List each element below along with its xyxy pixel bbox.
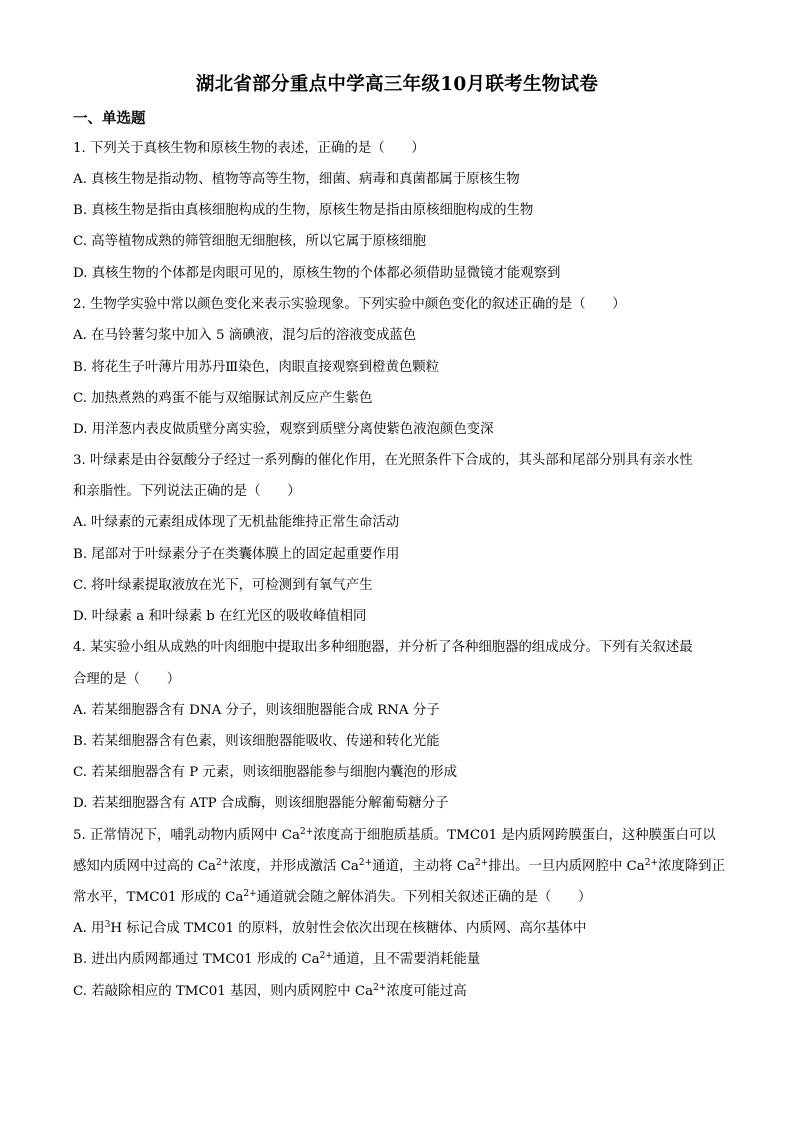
q1-stem: 1. 下列关于真核生物和原核生物的表述，正确的是（ ）: [73, 141, 425, 156]
superscript: 2+: [300, 827, 314, 837]
page-title: 湖北省部分重点中学高三年级10月联考生物试卷: [195, 74, 599, 95]
q1-option-c: C. 高等植物成熟的筛管细胞无细胞核，所以它属于原核细胞: [73, 234, 427, 249]
q1-option-d: D. 真核生物的个体都是肉眼可见的，原核生物的个体都必须借助显微镜才能观察到: [73, 266, 561, 281]
q5-text: 浓度降到正: [658, 859, 725, 874]
section-heading: 一、单选题: [73, 110, 146, 127]
q4-option-b: B. 若某细胞器含有色素，则该细胞器能吸收、传递和转化光能: [73, 734, 440, 749]
q4-option-c: C. 若某细胞器含有 P 元素，则该细胞器能参与细胞内囊泡的形成: [73, 765, 457, 780]
superscript: 2+: [644, 858, 659, 868]
q5-text: 通道，且不需要消耗能量: [332, 952, 481, 967]
superscript: 2+: [243, 889, 257, 899]
q2-option-a: A. 在马铃薯匀浆中加入 5 滴碘液，混匀后的溶液变成蓝色: [73, 328, 417, 343]
q5-text: 通道，主动将 Ca: [372, 859, 476, 874]
q4-stem-line1: 4. 某实验小组从成熟的叶肉细胞中提取出多种细胞器，并分析了各种细胞器的组成成分。下列有关叙述最: [73, 640, 693, 655]
superscript: 3: [104, 920, 111, 930]
q5-text: 浓度高于细胞质基质。TMC01 是内质网跨膜蛋白，这种膜蛋白可以: [313, 828, 716, 843]
superscript: 2+: [358, 858, 373, 868]
q5-text: A. 用: [73, 921, 105, 936]
q3-option-a: A. 叶绿素的元素组成体现了无机盐能维持正常生命活动: [73, 515, 400, 530]
q3-stem-line1: 3. 叶绿素是由谷氨酸分子经过一系列酶的催化作用，在光照条件下合成的，其头部和尾部分别具有亲水性: [73, 453, 693, 468]
q5-stem-line1: [73, 826, 716, 846]
q4-option-a: A. 若某细胞器含有 DNA 分子，则该细胞器能合成 RNA 分子: [73, 703, 440, 718]
q5-stem-line3: [73, 888, 591, 908]
q5-option-b: [73, 950, 480, 970]
superscript: 2+: [319, 951, 333, 961]
superscript: 2+: [475, 858, 489, 868]
q4-stem-line2: 合理的是（ ）: [73, 672, 181, 687]
q5-text: 常水平，TMC01 形成的 Ca: [73, 890, 244, 905]
q5-text: 感知内质网中过高的 Ca: [73, 859, 217, 874]
q3-stem-line2: 和亲脂性。下列说法正确的是（ ）: [73, 484, 301, 499]
q2-option-d: D. 用洋葱内表皮做质壁分离实验，观察到质壁分离使紫色液泡颜色变深: [73, 422, 494, 437]
q1-option-a: A. 真核生物是指动物、植物等高等生物，细菌、病毒和真菌都属于原核生物: [73, 172, 520, 187]
q3-option-c: C. 将叶绿素提取液放在光下，可检测到有氧气产生: [73, 578, 373, 593]
q3-option-d: D. 叶绿素 a 和叶绿素 b 在红光区的吸收峰值相同: [73, 609, 367, 624]
q3-option-b: B. 尾部对于叶绿素分子在类囊体膜上的固定起重要作用: [73, 547, 400, 562]
q5-text: C. 若敲除相应的 TMC01 基因，则内质网腔中 Ca: [73, 984, 374, 999]
q5-text: 排出。一旦内质网腔中 Ca: [488, 859, 645, 874]
q2-option-b: B. 将花生子叶薄片用苏丹Ⅲ染色，肉眼直接观察到橙黄色颗粒: [73, 360, 440, 375]
q5-text: 5. 正常情况下，哺乳动物内质网中 Ca: [73, 828, 300, 843]
q5-text: B. 进出内质网都通过 TMC01 形成的 Ca: [73, 952, 320, 967]
q5-text: 通道就会随之解体消失。下列相关叙述正确的是（ ）: [256, 890, 592, 905]
q1-option-b: B. 真核生物是指由真核细胞构成的生物，原核生物是指由原核细胞构成的生物: [73, 203, 534, 218]
q5-text: 浓度可能过高: [386, 984, 467, 999]
q5-text: 浓度，并形成激活 Ca: [229, 859, 359, 874]
q2-option-c: C. 加热煮熟的鸡蛋不能与双缩脲试剂反应产生紫色: [73, 391, 373, 406]
q5-stem-line2: [73, 857, 725, 877]
q5-text: H 标记合成 TMC01 的原料，放射性会依次出现在核糖体、内质网、高尔基体中: [110, 921, 587, 936]
q2-stem: 2. 生物学实验中常以颜色变化来表示实验现象。下列实验中颜色变化的叙述正确的是（ ）: [73, 297, 626, 312]
q5-option-a: [73, 919, 586, 939]
q4-option-d: D. 若某细胞器含有 ATP 合成酶，则该细胞器能分解葡萄糖分子: [73, 796, 449, 811]
q5-option-c: [73, 982, 467, 1002]
superscript: 2+: [373, 983, 387, 993]
superscript: 2+: [216, 858, 230, 868]
